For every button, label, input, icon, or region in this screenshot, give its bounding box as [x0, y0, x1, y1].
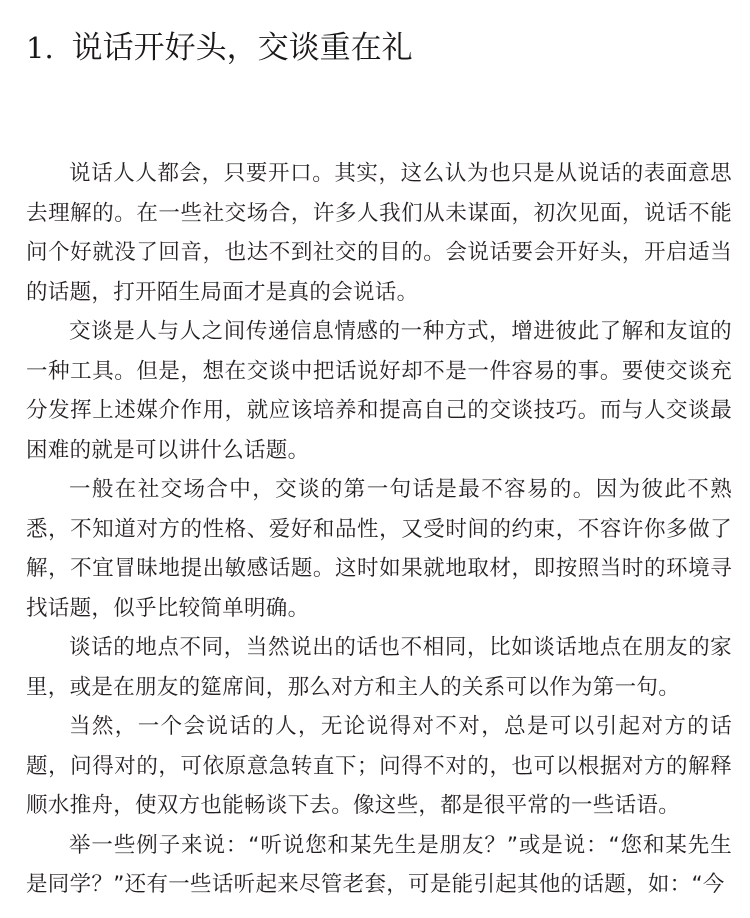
section-number: 1.	[26, 31, 54, 65]
paragraph: 交谈是人与人之间传递信息情感的一种方式，增进彼此了解和友谊的一种工具。但是，想在交谈中把话说好却不是一件容易的事。要使交谈充分发挥上述媒介作用，就应该培养和提高自己的交谈技巧。而与人交谈最困难的就是可以讲什么话题。	[26, 319, 732, 463]
paragraph: 说话人人都会，只要开口。其实，这么认为也只是从说话的表面意思去理解的。在一些社交场合，许多人我们从未谋面，初次见面，说话不能问个好就没了回音，也达不到社交的目的。会说话要会开好头，开启适当的话题，打开陌生局面才是真的会说话。	[26, 161, 732, 305]
paragraph: 一般在社交场合中，交谈的第一句话是最不容易的。因为彼此不熟悉，不知道对方的性格、爱好和品性，又受时间的约束，不容许你多做了解，不宜冒昧地提出敏感话题。这时如果就地取材，即按照当时的环境寻找话题，似乎比较简单明确。	[26, 477, 732, 621]
paragraph: 当然，一个会说话的人，无论说得对不对，总是可以引起对方的话题，问得对的，可依原意急转直下；问得不对的，也可以根据对方的解释顺水推舟，使双方也能畅谈下去。像这些，都是很平常的一些话语。	[26, 714, 732, 818]
paragraph: 举一些例子来说：“听说您和某先生是朋友？”或是说：“您和某先生是同学？”还有一些话听起来尽管老套，可是能引起其他的话题，如：“今	[26, 832, 732, 897]
section-title: 说话开好头，交谈重在礼	[71, 30, 413, 66]
body-text	[26, 154, 732, 905]
section-heading	[26, 26, 413, 70]
paragraph: 谈话的地点不同，当然说出的话也不相同，比如谈话地点在朋友的家里，或是在朋友的筵席间，那么对方和主人的关系可以作为第一句。	[26, 635, 732, 700]
